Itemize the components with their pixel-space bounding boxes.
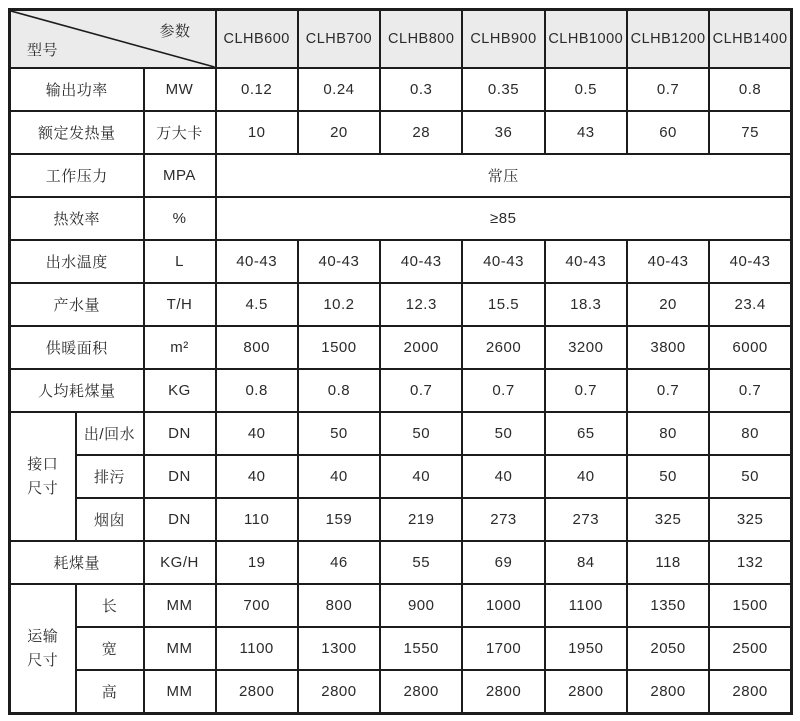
unit-cell: DN	[144, 498, 216, 541]
unit-cell: L	[144, 240, 216, 283]
spec-value-cell: 20	[627, 283, 709, 326]
spec-value-cell: 325	[709, 498, 791, 541]
spec-value-cell: 1500	[709, 584, 791, 627]
spec-value-cell: 40-43	[216, 240, 298, 283]
unit-cell: %	[144, 197, 216, 240]
spec-value-cell: 700	[216, 584, 298, 627]
spec-value-cell: 6000	[709, 326, 791, 369]
spec-value-cell: 60	[627, 111, 709, 154]
spec-value-cell: 40-43	[462, 240, 544, 283]
unit-cell: MM	[144, 670, 216, 714]
spec-value-cell: 69	[462, 541, 544, 584]
table-row	[10, 154, 792, 197]
unit-cell: MPA	[144, 154, 216, 197]
model-header: CLHB900	[462, 10, 544, 69]
group-label-interface-size: 接口 尺寸	[10, 412, 76, 541]
spec-value-cell: 800	[216, 326, 298, 369]
spec-value-cell: 273	[462, 498, 544, 541]
spec-value-cell: 1100	[216, 627, 298, 670]
model-header: CLHB600	[216, 10, 298, 69]
unit-cell: KG/H	[144, 541, 216, 584]
spec-value-cell: 0.7	[627, 68, 709, 111]
spec-value-cell: 2800	[298, 670, 380, 714]
table-header-row	[10, 10, 792, 69]
corner-model-label: 型号	[27, 42, 59, 59]
spec-value-cell: 23.4	[709, 283, 791, 326]
row-label: 产水量	[10, 283, 144, 326]
spec-value-cell: 0.7	[380, 369, 462, 412]
spec-value-cell: 1950	[545, 627, 627, 670]
spec-value-cell: 36	[462, 111, 544, 154]
spec-value-cell: 0.7	[545, 369, 627, 412]
spec-value-cell: 110	[216, 498, 298, 541]
spec-value-cell: 40	[380, 455, 462, 498]
unit-cell: KG	[144, 369, 216, 412]
table-row	[10, 541, 792, 584]
spec-value-cell: 12.3	[380, 283, 462, 326]
spec-value-cell: 118	[627, 541, 709, 584]
spec-value-cell: 50	[709, 455, 791, 498]
spec-value-cell: 0.7	[462, 369, 544, 412]
spec-value-cell: 2600	[462, 326, 544, 369]
spec-value-cell: 50	[298, 412, 380, 455]
row-label: 工作压力	[10, 154, 144, 197]
spec-value-cell: 46	[298, 541, 380, 584]
spec-value-cell: 1300	[298, 627, 380, 670]
spec-value-cell: 3200	[545, 326, 627, 369]
spec-value-cell: 2800	[627, 670, 709, 714]
unit-cell: MM	[144, 627, 216, 670]
row-label: 耗煤量	[10, 541, 144, 584]
table-row	[10, 670, 792, 714]
unit-cell: T/H	[144, 283, 216, 326]
spec-value-cell: 0.8	[216, 369, 298, 412]
spec-value-cell: 3800	[627, 326, 709, 369]
row-label: 出/回水	[76, 412, 144, 455]
spec-value-cell: 273	[545, 498, 627, 541]
spec-value-cell: 75	[709, 111, 791, 154]
spec-value-cell: 80	[709, 412, 791, 455]
spec-value-cell: 0.24	[298, 68, 380, 111]
table-row	[10, 240, 792, 283]
spec-value-cell: 2800	[462, 670, 544, 714]
spec-value-cell: 50	[380, 412, 462, 455]
spec-value-cell: 1550	[380, 627, 462, 670]
spec-value-cell: 2000	[380, 326, 462, 369]
spec-value-cell: 40	[216, 455, 298, 498]
spec-value-cell: 40	[298, 455, 380, 498]
spec-value-cell: 40-43	[709, 240, 791, 283]
spec-value-cell: 50	[627, 455, 709, 498]
row-label: 供暖面积	[10, 326, 144, 369]
spec-value-cell: 159	[298, 498, 380, 541]
spec-value-cell: 50	[462, 412, 544, 455]
spec-value-cell: 28	[380, 111, 462, 154]
model-header: CLHB700	[298, 10, 380, 69]
row-label: 排污	[76, 455, 144, 498]
spec-value-cell: 40-43	[627, 240, 709, 283]
table-row	[10, 584, 792, 627]
spec-table	[8, 8, 793, 715]
spec-value-cell: 55	[380, 541, 462, 584]
corner-param-label: 参数	[159, 23, 191, 40]
table-row	[10, 197, 792, 240]
spec-value-cell: 2800	[545, 670, 627, 714]
spec-value-cell: 40-43	[545, 240, 627, 283]
spec-value-cell: 65	[545, 412, 627, 455]
spec-value-cell: 2800	[709, 670, 791, 714]
row-label: 出水温度	[10, 240, 144, 283]
spec-value-cell: 2800	[380, 670, 462, 714]
spec-value-cell: 2500	[709, 627, 791, 670]
spec-span-cell: 常压	[216, 154, 792, 197]
row-label: 人均耗煤量	[10, 369, 144, 412]
spec-value-cell: 20	[298, 111, 380, 154]
spec-value-cell: 2800	[216, 670, 298, 714]
spec-span-cell: ≥85	[216, 197, 792, 240]
spec-value-cell: 15.5	[462, 283, 544, 326]
spec-value-cell: 1500	[298, 326, 380, 369]
group-label-transport-size: 运输 尺寸	[10, 584, 76, 714]
spec-value-cell: 0.8	[298, 369, 380, 412]
unit-cell: DN	[144, 455, 216, 498]
unit-cell: MW	[144, 68, 216, 111]
spec-value-cell: 43	[545, 111, 627, 154]
model-header: CLHB1200	[627, 10, 709, 69]
row-label: 烟囱	[76, 498, 144, 541]
spec-value-cell: 900	[380, 584, 462, 627]
spec-value-cell: 0.7	[709, 369, 791, 412]
table-row	[10, 412, 792, 455]
spec-value-cell: 40	[216, 412, 298, 455]
model-header: CLHB1000	[545, 10, 627, 69]
table-row	[10, 369, 792, 412]
spec-value-cell: 0.5	[545, 68, 627, 111]
spec-value-cell: 1700	[462, 627, 544, 670]
unit-cell: m²	[144, 326, 216, 369]
spec-value-cell: 132	[709, 541, 791, 584]
spec-value-cell: 2050	[627, 627, 709, 670]
row-label: 热效率	[10, 197, 144, 240]
model-header: CLHB1400	[709, 10, 791, 69]
spec-value-cell: 325	[627, 498, 709, 541]
row-label: 额定发热量	[10, 111, 144, 154]
spec-value-cell: 1000	[462, 584, 544, 627]
table-row	[10, 111, 792, 154]
spec-value-cell: 219	[380, 498, 462, 541]
spec-value-cell: 80	[627, 412, 709, 455]
spec-value-cell: 0.3	[380, 68, 462, 111]
spec-value-cell: 40	[545, 455, 627, 498]
spec-value-cell: 0.7	[627, 369, 709, 412]
spec-value-cell: 10.2	[298, 283, 380, 326]
table-row	[10, 283, 792, 326]
spec-value-cell: 19	[216, 541, 298, 584]
model-header: CLHB800	[380, 10, 462, 69]
unit-cell: MM	[144, 584, 216, 627]
spec-value-cell: 40-43	[380, 240, 462, 283]
table-row	[10, 627, 792, 670]
unit-cell: 万大卡	[144, 111, 216, 154]
table-row	[10, 68, 792, 111]
unit-cell: DN	[144, 412, 216, 455]
row-label: 长	[76, 584, 144, 627]
table-row	[10, 326, 792, 369]
spec-value-cell: 10	[216, 111, 298, 154]
row-label: 宽	[76, 627, 144, 670]
spec-value-cell: 18.3	[545, 283, 627, 326]
spec-value-cell: 1100	[545, 584, 627, 627]
table-row	[10, 498, 792, 541]
spec-value-cell: 84	[545, 541, 627, 584]
table-row	[10, 455, 792, 498]
spec-value-cell: 40	[462, 455, 544, 498]
spec-value-cell: 0.8	[709, 68, 791, 111]
spec-value-cell: 1350	[627, 584, 709, 627]
row-label: 高	[76, 670, 144, 714]
spec-value-cell: 40-43	[298, 240, 380, 283]
spec-value-cell: 800	[298, 584, 380, 627]
row-label: 输出功率	[10, 68, 144, 111]
corner-cell	[10, 10, 216, 69]
spec-value-cell: 0.35	[462, 68, 544, 111]
spec-value-cell: 4.5	[216, 283, 298, 326]
spec-value-cell: 0.12	[216, 68, 298, 111]
